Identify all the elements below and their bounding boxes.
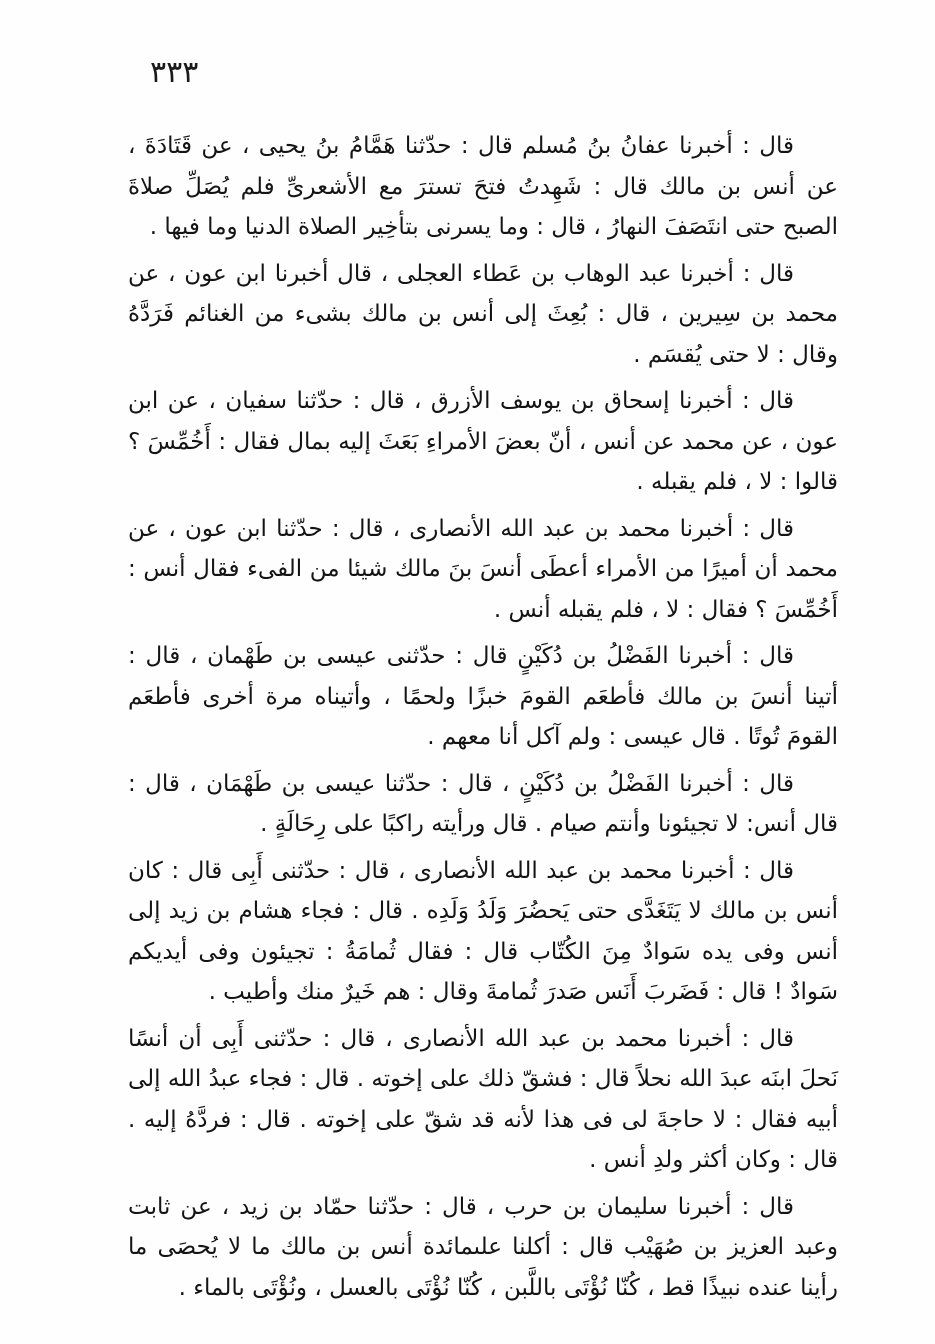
body-text [128, 126, 838, 1314]
paragraph: قال : أخبرنا محمد بن عبد الله الأنصارى ، قال : حدّثنا ابن عون ، عن محمد أن أميرًا من الأمراء أعطَى أنسَ بنَ مالك شيئا من الفىء فقال أنس : أَخُمِّسَ ؟ فقال : لا ، فلم يقبله أنس . [128, 515, 838, 623]
paragraph: قال : أخبرنا محمد بن عبد الله الأنصارى ، قال : حدّثنى أَبِى أن أنسًا نَحلَ ابنَه عبدَ الله نحلاً قال : فشقّ ذلك على إخوته . قال : فجاء عبدُ الله إلى أبيه فقال : لا حاجةَ لى فى هذا لأنه قد شقّ على إخوته . قال : فردَّهُ إليه . قال : وكان أكثر ولدِ أنس . [128, 1025, 838, 1173]
paragraph: قال : أخبرنا الفَضْلُ بن دُكَيْنٍ قال : حدّثنى عيسى بن طَهْمان ، قال : أتينا أنسَ بن مالك فأطعَم القومَ خبزًا ولحمًا ، وأتيناه مرة أخرى فأطعَم القومَ تُوتًا . قال عيسى : ولم آكل أنا معهم . [128, 643, 838, 750]
paragraph: قال : أخبرنا سليمان بن حرب ، قال : حدّثنا حمّاد بن زيد ، عن ثابت وعبد العزيز بن صُهَيْب قال : أكلنا علىمائدة أنس بن مالك ما لا يُحصَى ما رأينا عنده نبيذًا قط ، كُنّا نُؤْتَى باللَّبن ، كُنّا نُؤْتَى بالعسل ، ونُؤْتَى بالماء . [128, 1193, 838, 1301]
paragraph: قال : أخبرنا الفَضْلُ بن دُكَيْنٍ ، قال : حدّثنا عيسى بن طَهْمَان ، قال : قال أنس: لا تجيئونا وأنتم صيام . قال ورأيته راكبًا على رِحَالَةٍ . [128, 770, 838, 837]
paragraph: قال : أخبرنا إسحاق بن يوسف الأزرق ، قال : حدّثنا سفيان ، عن ابن عون ، عن محمد عن أنس ، أنّ بعضَ الأمراءِ بَعَثَ إليه بمال فقال : أَخُمِّسَ ؟ قالوا : لا ، فلم يقبله . [128, 388, 838, 495]
paragraph: قال : أخبرنا عبد الوهاب بن عَطاء العجلى ، قال أخبرنا ابن عون ، عن محمد بن سِيرين ، قال : بُعِثَ إلى أنس بن مالك بشىء من الغنائم فَرَدَّهُ وقال : لا حتى يُقسَم . [128, 260, 838, 368]
paragraph: قال : أخبرنا محمد بن عبد الله الأنصارى ، قال : حدّثنى أَبِى قال : كان أنس بن مالك لا يَتَغَدَّى حتى يَحضُرَ وَلَدُ وَلَدِه . قال : فجاء هشام بن زيد إلى أنس وفى يده سَوادٌ مِنَ الكُتّاب قال : فقال ثُمامَةُ : تجيئون وفى أيديكم سَوادٌ ! قال : فَضَربَ أَنَس صَدرَ ثُمامةَ وقال : هم خَيرٌ منك وأطيب . [128, 857, 838, 1005]
page-number: ٣٣٣ [150, 55, 199, 90]
paragraph: قال : أخبرنا عفانُ بنُ مُسلم قال : حدّثنا هَمَّامُ بنُ يحيى ، عن قَتَادَةَ ، عن أنس بن مالك قال : شَهِدتُ فتحَ تسترَ مع الأشعرىِّ فلم يُصَلِّ صلاةَ الصبح حتى انتَصَفَ النهارُ ، قال : وما يسرنى بتأخِير الصلاة الدنيا وما فيها . [128, 133, 838, 240]
